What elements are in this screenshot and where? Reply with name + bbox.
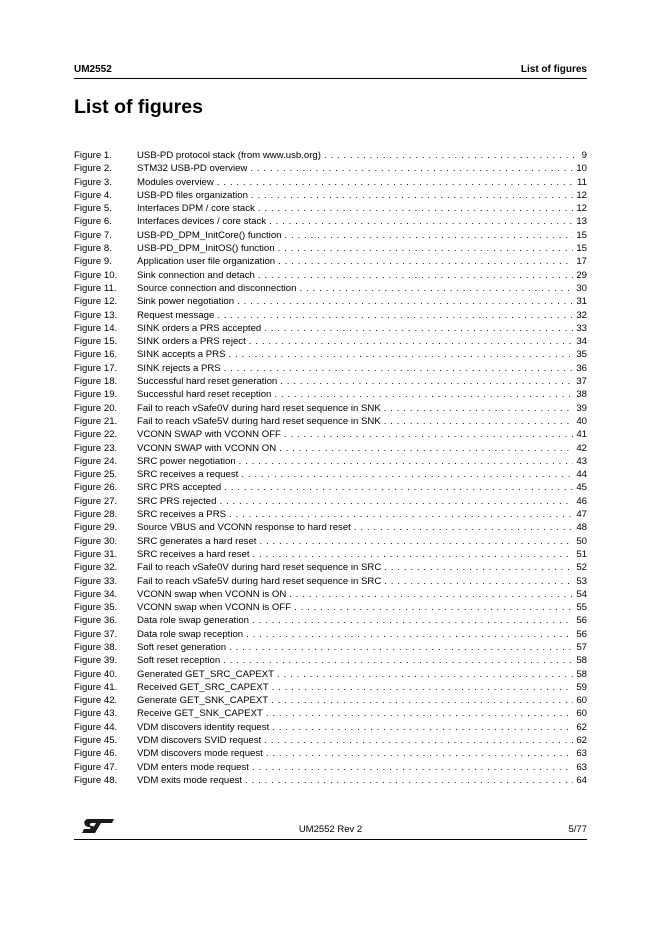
figure-entry[interactable]: [74, 455, 587, 468]
figure-title[interactable]: VCONN SWAP with VCONN OFF: [137, 429, 281, 441]
figure-entry[interactable]: [74, 442, 587, 455]
figure-entry[interactable]: [74, 282, 587, 295]
figure-page-number[interactable]: 56: [576, 628, 587, 640]
figure-page-number[interactable]: 53: [576, 575, 587, 587]
dot-leader: [259, 535, 573, 548]
dot-leader: [217, 176, 574, 189]
figure-title[interactable]: Application user file organization: [137, 256, 276, 268]
figure-title[interactable]: Fail to reach vSafe5V during hard reset sequence in SRC: [137, 575, 382, 587]
figure-number: Figure 38.: [74, 641, 118, 653]
dot-leader: [224, 481, 573, 494]
dot-leader: [278, 255, 573, 268]
figure-title[interactable]: Fail to reach vSafe5V during hard reset sequence in SNK: [137, 415, 381, 427]
dot-leader: [264, 734, 573, 747]
figure-number: Figure 12.: [74, 296, 118, 308]
figure-number: Figure 19.: [74, 389, 118, 401]
figure-number: Figure 5.: [74, 203, 112, 215]
figure-page-number[interactable]: 41: [576, 429, 587, 441]
figure-entry[interactable]: [74, 707, 587, 720]
figure-number: Figure 34.: [74, 588, 118, 600]
figure-number: Figure 4.: [74, 189, 112, 201]
dot-leader: [384, 575, 573, 588]
dot-leader: [280, 375, 573, 388]
figure-page-number[interactable]: 62: [576, 721, 587, 733]
figure-entry[interactable]: [74, 508, 587, 521]
figure-number: Figure 32.: [74, 562, 118, 574]
figure-entry[interactable]: [74, 561, 587, 574]
figure-number: Figure 37.: [74, 628, 118, 640]
figure-number: Figure 47.: [74, 761, 118, 773]
figure-title[interactable]: Request message: [137, 309, 215, 321]
figure-title[interactable]: VCONN swap when VCONN is OFF: [137, 602, 292, 614]
figure-number: Figure 28.: [74, 509, 118, 521]
figure-number: Figure 18.: [74, 376, 118, 388]
figure-page-number[interactable]: 54: [576, 588, 587, 600]
figure-entry[interactable]: [74, 535, 587, 548]
figure-title[interactable]: VDM discovers identity request: [137, 721, 270, 733]
header-doc-id: UM2552: [74, 64, 112, 75]
dot-leader: [252, 614, 573, 627]
dot-leader: [219, 495, 573, 508]
figure-number: Figure 8.: [74, 243, 112, 255]
dot-leader: [241, 468, 573, 481]
figure-page-number[interactable]: 42: [576, 442, 587, 454]
figure-entry[interactable]: [74, 641, 587, 654]
figure-number: Figure 41.: [74, 681, 118, 693]
figure-title[interactable]: VCONN SWAP with VCONN ON: [137, 442, 277, 454]
dot-leader: [269, 215, 573, 228]
figure-title[interactable]: Modules overview: [137, 176, 214, 188]
figure-entry[interactable]: [74, 747, 587, 760]
figure-entry[interactable]: [74, 255, 587, 268]
figure-title[interactable]: VDM discovers SVID request: [137, 735, 262, 747]
figure-page-number[interactable]: 57: [576, 641, 587, 653]
figure-page-number[interactable]: 12: [576, 189, 587, 201]
figure-title[interactable]: Data role swap generation: [137, 615, 249, 627]
dot-leader: [229, 641, 573, 654]
dot-leader: [272, 721, 573, 734]
figure-entry[interactable]: [74, 189, 587, 202]
dot-leader: [284, 428, 573, 441]
figure-entry[interactable]: [74, 295, 587, 308]
dot-leader: [224, 362, 574, 375]
figure-title[interactable]: Successful hard reset reception: [137, 389, 272, 401]
figure-title[interactable]: Soft reset generation: [137, 641, 227, 653]
figure-page-number[interactable]: 37: [576, 376, 587, 388]
figure-page-number[interactable]: 40: [576, 415, 587, 427]
figure-page-number[interactable]: 36: [576, 362, 587, 374]
figure-page-number[interactable]: 62: [576, 735, 587, 747]
figure-entry[interactable]: [74, 495, 587, 508]
figure-title[interactable]: Receive GET_SNK_CAPEXT: [137, 708, 263, 720]
dot-leader: [251, 189, 573, 202]
dot-leader: [266, 707, 573, 720]
figure-title[interactable]: Received GET_SRC_CAPEXT: [137, 681, 269, 693]
figure-title[interactable]: Soft reset reception: [137, 655, 221, 667]
figure-page-number[interactable]: 58: [576, 668, 587, 680]
figure-page-number[interactable]: 46: [576, 495, 587, 507]
figure-title[interactable]: Generated GET_SRC_CAPEXT: [137, 668, 275, 680]
figure-entry[interactable]: [74, 269, 587, 282]
figure-page-number[interactable]: 9: [581, 150, 587, 161]
dot-leader: [245, 774, 573, 787]
figure-page-number[interactable]: 63: [576, 761, 587, 773]
figure-entry[interactable]: [74, 694, 587, 707]
figure-title[interactable]: Fail to reach vSafe0V during hard reset sequence in SRC: [137, 562, 382, 574]
figure-title[interactable]: Sink connection and detach: [137, 269, 255, 281]
figure-number: Figure 48.: [74, 774, 118, 786]
figure-entry[interactable]: [74, 176, 587, 189]
figure-number: Figure 13.: [74, 309, 118, 321]
dot-leader: [264, 322, 573, 335]
dot-leader: [285, 229, 574, 242]
figure-page-number[interactable]: 35: [576, 349, 587, 361]
figure-entry[interactable]: [74, 628, 587, 641]
dot-leader: [237, 295, 573, 308]
figure-number: Figure 44.: [74, 721, 118, 733]
dot-leader: [239, 455, 574, 468]
dot-leader: [299, 282, 573, 295]
figure-page-number[interactable]: 48: [576, 522, 587, 534]
figure-entry[interactable]: [74, 548, 587, 561]
figure-number: Figure 45.: [74, 735, 118, 747]
figure-entry[interactable]: [74, 162, 587, 175]
figure-number: Figure 2.: [74, 163, 112, 175]
figure-page-number[interactable]: 47: [576, 509, 587, 521]
figure-number: Figure 36.: [74, 615, 118, 627]
figure-number: Figure 46.: [74, 748, 118, 760]
figure-entry[interactable]: [74, 242, 587, 255]
figure-list: [74, 149, 587, 787]
figure-title[interactable]: Successful hard reset generation: [137, 376, 278, 388]
figure-title[interactable]: VDM exits mode request: [137, 774, 243, 786]
dot-leader: [384, 402, 574, 415]
dot-leader: [384, 415, 574, 428]
page-footer: [74, 815, 587, 840]
dot-leader: [250, 162, 573, 175]
figure-entry[interactable]: [74, 348, 587, 361]
figure-page-number[interactable]: 63: [576, 748, 587, 760]
figure-title[interactable]: USB-PD_DPM_InitOS() function: [137, 243, 275, 255]
dot-leader: [246, 628, 573, 641]
figure-title[interactable]: Source VBUS and VCONN response to hard reset: [137, 522, 351, 534]
figure-entry[interactable]: [74, 309, 587, 322]
figure-page-number[interactable]: 52: [576, 562, 587, 574]
figure-number: Figure 23.: [74, 442, 118, 454]
dot-leader: [223, 654, 573, 667]
figure-entry[interactable]: [74, 654, 587, 667]
dot-leader: [354, 521, 573, 534]
figure-number: Figure 43.: [74, 708, 118, 720]
figure-number: Figure 39.: [74, 655, 118, 667]
dot-leader: [279, 442, 573, 455]
figure-title[interactable]: SINK rejects a PRS: [137, 362, 221, 374]
figure-title[interactable]: VDM discovers mode request: [137, 748, 263, 760]
figure-title[interactable]: SRC receives a hard reset: [137, 548, 250, 560]
figure-page-number[interactable]: 44: [576, 469, 587, 481]
figure-page-number[interactable]: 38: [576, 389, 587, 401]
figure-entry[interactable]: [74, 681, 587, 694]
figure-number: Figure 16.: [74, 349, 118, 361]
page-title: List of figures: [74, 96, 203, 118]
dot-leader: [324, 149, 579, 162]
figure-number: Figure 40.: [74, 668, 118, 680]
dot-leader: [278, 242, 574, 255]
figure-page-number[interactable]: 12: [576, 203, 587, 215]
figure-number: Figure 22.: [74, 429, 118, 441]
page-header: [74, 64, 587, 79]
figure-number: Figure 6.: [74, 216, 112, 228]
figure-title[interactable]: SINK orders a PRS accepted: [137, 322, 262, 334]
figure-page-number[interactable]: 59: [576, 681, 587, 693]
figure-entry[interactable]: [74, 375, 587, 388]
figure-entry[interactable]: [74, 149, 587, 162]
figure-title[interactable]: USB-PD files organization: [137, 189, 248, 201]
figure-title[interactable]: VDM enters mode request: [137, 761, 249, 773]
figure-title[interactable]: Fail to reach vSafe0V during hard reset sequence in SNK: [137, 402, 381, 414]
dot-leader: [258, 269, 573, 282]
footer-doc-ref: UM2552 Rev 2: [298, 824, 363, 835]
figure-title[interactable]: SINK orders a PRS reject: [137, 336, 246, 348]
figure-page-number[interactable]: 15: [576, 243, 587, 255]
dot-leader: [289, 588, 573, 601]
figure-entry[interactable]: [74, 415, 587, 428]
footer-page-number: 5/77: [568, 824, 587, 835]
figure-entry[interactable]: [74, 668, 587, 681]
figure-number: Figure 1.: [74, 150, 112, 161]
dot-leader: [274, 388, 573, 401]
figure-page-number[interactable]: 43: [576, 455, 587, 467]
figure-number: Figure 9.: [74, 256, 112, 268]
figure-number: Figure 14.: [74, 322, 118, 334]
dot-leader: [258, 202, 574, 215]
figure-entry[interactable]: [74, 774, 587, 787]
dot-leader: [253, 548, 574, 561]
figure-title[interactable]: Source connection and disconnection: [137, 282, 297, 294]
figure-page-number[interactable]: 15: [576, 229, 587, 241]
figure-title[interactable]: USB-PD_DPM_InitCore() function: [137, 229, 282, 241]
figure-title[interactable]: SRC generates a hard reset: [137, 535, 257, 547]
header-section: List of figures: [520, 64, 587, 75]
figure-entry[interactable]: [74, 229, 587, 242]
figure-page-number[interactable]: 33: [576, 322, 587, 334]
figure-entry[interactable]: [74, 761, 587, 774]
figure-page-number[interactable]: 58: [576, 655, 587, 667]
figure-title[interactable]: SRC receives a PRS: [137, 509, 227, 521]
figure-entry[interactable]: [74, 521, 587, 534]
figure-title[interactable]: Data role swap reception: [137, 628, 244, 640]
figure-page-number[interactable]: 10: [576, 163, 587, 175]
dot-leader: [294, 601, 573, 614]
figure-title[interactable]: Interfaces DPM / core stack: [137, 203, 255, 215]
figure-entry[interactable]: [74, 614, 587, 627]
figure-page-number[interactable]: 11: [577, 176, 587, 188]
figure-number: Figure 24.: [74, 455, 118, 467]
figure-page-number[interactable]: 64: [576, 774, 587, 786]
figure-number: Figure 10.: [74, 269, 118, 281]
figure-title[interactable]: Generate GET_SNK_CAPEXT: [137, 695, 269, 707]
dot-leader: [266, 747, 573, 760]
figure-number: Figure 11.: [74, 282, 117, 294]
figure-page-number[interactable]: 60: [576, 695, 587, 707]
figure-page-number[interactable]: 56: [576, 615, 587, 627]
figure-title[interactable]: VCONN swap when VCONN is ON: [137, 588, 287, 600]
figure-title[interactable]: SRC PRS rejected: [137, 495, 217, 507]
dot-leader: [252, 761, 573, 774]
figure-number: Figure 3.: [74, 176, 112, 188]
figure-number: Figure 33.: [74, 575, 118, 587]
figure-number: Figure 27.: [74, 495, 118, 507]
figure-title[interactable]: SINK accepts a PRS: [137, 349, 226, 361]
figure-page-number[interactable]: 45: [576, 482, 587, 494]
figure-page-number[interactable]: 60: [576, 708, 587, 720]
figure-number: Figure 31.: [74, 548, 118, 560]
figure-entry[interactable]: [74, 335, 587, 348]
dot-leader: [384, 561, 573, 574]
dot-leader: [229, 348, 574, 361]
figure-entry[interactable]: [74, 468, 587, 481]
figure-entry[interactable]: [74, 588, 587, 601]
figure-page-number[interactable]: 17: [576, 256, 587, 268]
dot-leader: [272, 681, 574, 694]
dot-leader: [249, 335, 574, 348]
figure-number: Figure 29.: [74, 522, 118, 534]
figure-title[interactable]: Sink power negotiation: [137, 296, 235, 308]
figure-title[interactable]: SRC power negotiation: [137, 455, 236, 467]
figure-page-number[interactable]: 39: [576, 402, 587, 414]
figure-entry[interactable]: [74, 402, 587, 415]
figure-number: Figure 35.: [74, 602, 118, 614]
figure-entry[interactable]: [74, 428, 587, 441]
figure-entry[interactable]: [74, 322, 587, 335]
figure-entry[interactable]: [74, 575, 587, 588]
figure-number: Figure 15.: [74, 336, 118, 348]
dot-leader: [277, 668, 573, 681]
figure-page-number[interactable]: 29: [576, 269, 587, 281]
figure-number: Figure 17.: [74, 362, 118, 374]
figure-number: Figure 26.: [74, 482, 118, 494]
figure-page-number[interactable]: 31: [576, 296, 587, 308]
figure-page-number[interactable]: 34: [576, 336, 587, 348]
figure-entry[interactable]: [74, 721, 587, 734]
figure-number: Figure 20.: [74, 402, 118, 414]
dot-leader: [229, 508, 573, 521]
figure-entry[interactable]: [74, 734, 587, 747]
figure-page-number[interactable]: 32: [576, 309, 587, 321]
figure-title[interactable]: USB-PD protocol stack (from www.usb.org): [137, 150, 321, 161]
figure-title[interactable]: SRC receives a request: [137, 469, 239, 481]
figure-entry[interactable]: [74, 481, 587, 494]
figure-title[interactable]: SRC PRS accepted: [137, 482, 222, 494]
figure-number: Figure 30.: [74, 535, 118, 547]
figure-number: Figure 25.: [74, 469, 118, 481]
figure-page-number[interactable]: 51: [576, 548, 587, 560]
dot-leader: [271, 694, 573, 707]
figure-number: Figure 7.: [74, 229, 112, 241]
figure-entry[interactable]: [74, 215, 587, 228]
figure-title[interactable]: Interfaces devices / core stack: [137, 216, 267, 228]
figure-number: Figure 21.: [74, 415, 118, 427]
figure-entry[interactable]: [74, 202, 587, 215]
figure-page-number[interactable]: 55: [576, 602, 587, 614]
figure-number: Figure 42.: [74, 695, 118, 707]
figure-entry[interactable]: [74, 388, 587, 401]
figure-page-number[interactable]: 50: [576, 535, 587, 547]
figure-entry[interactable]: [74, 601, 587, 614]
figure-page-number[interactable]: 30: [576, 282, 587, 294]
figure-entry[interactable]: [74, 362, 587, 375]
dot-leader: [217, 309, 573, 322]
figure-page-number[interactable]: 13: [576, 216, 587, 228]
figure-title[interactable]: STM32 USB-PD overview: [137, 163, 248, 175]
